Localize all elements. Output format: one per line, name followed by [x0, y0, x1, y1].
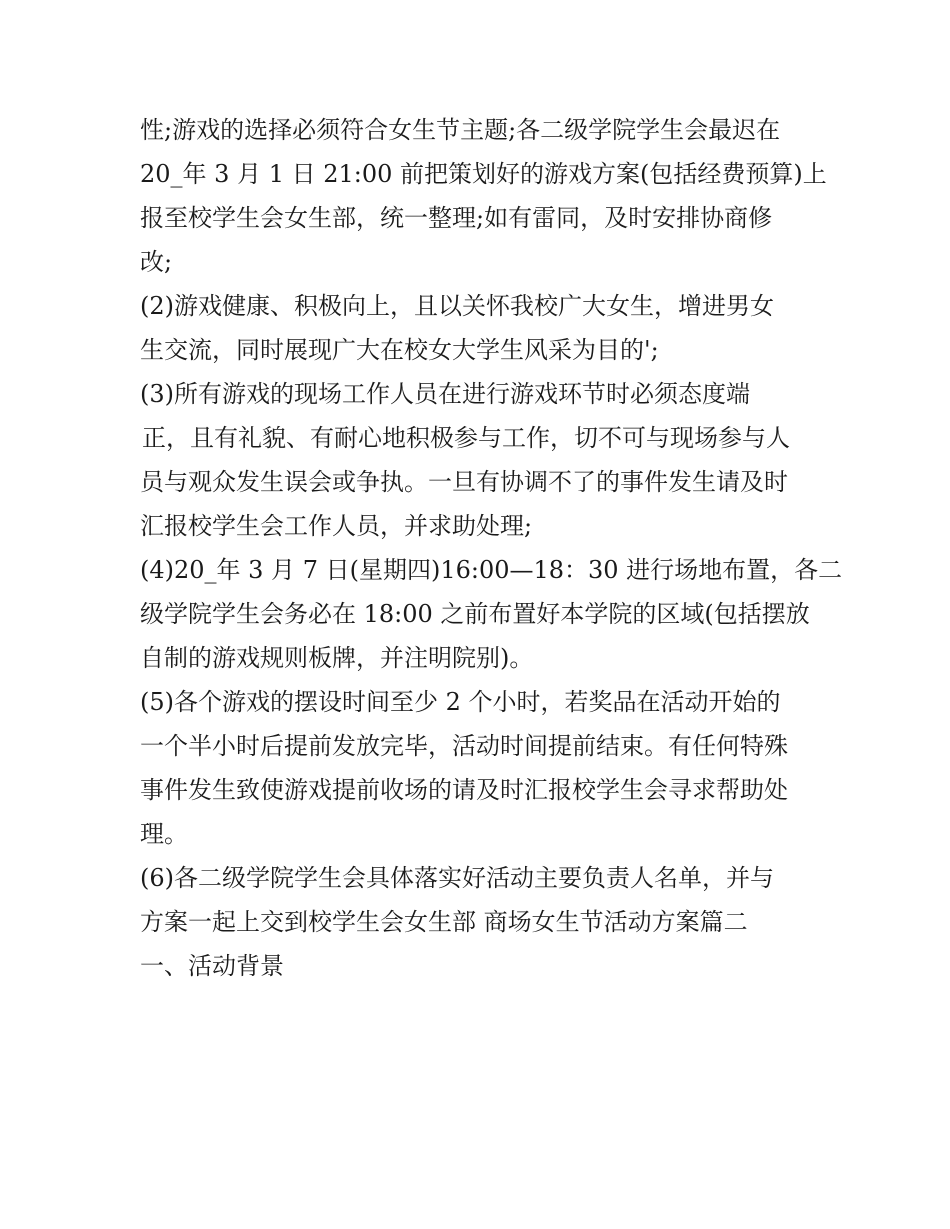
text-line: 改;	[140, 248, 173, 276]
text-line: 生交流，同时展现广大在校女大学生风采为目的';	[140, 336, 659, 364]
text-line: 理。	[140, 820, 188, 848]
section-heading: 一、活动背景	[140, 952, 284, 980]
text-line: 一个半小时后提前发放完毕，活动时间提前结束。有任何特殊	[140, 732, 788, 760]
text-line: 报至校学生会女生部，统一整理;如有雷同，及时安排协商修	[140, 204, 773, 232]
text-line: 员与观众发生误会或争执。一旦有协调不了的事件发生请及时	[140, 468, 788, 496]
text-line: 正，且有礼貌、有耐心地积极参与工作，切不可与现场参与人	[142, 424, 790, 452]
text-line: 汇报校学生会工作人员，并求助处理;	[140, 512, 533, 540]
text-line: 级学院学生会务必在 18:00 之前布置好本学院的区域(包括摆放	[140, 600, 810, 628]
text-line: 方案一起上交到校学生会女生部 商场女生节活动方案篇二	[140, 908, 748, 936]
text-line: 20_年 3 月 1 日 21:00 前把策划好的游戏方案(包括经费预算)上	[140, 160, 827, 188]
text-line: (2)游戏健康、积极向上，且以关怀我校广大女生，增进男女	[140, 292, 774, 320]
text-line: (4)20_年 3 月 7 日(星期四)16:00—18：30 进行场地布置，各二	[140, 556, 843, 584]
text-line: 性;游戏的选择必须符合女生节主题;各二级学院学生会最迟在	[140, 116, 781, 144]
text-line: 事件发生致使游戏提前收场的请及时汇报校学生会寻求帮助处	[140, 776, 788, 804]
text-line: (6)各二级学院学生会具体落实好活动主要负责人名单，并与	[140, 864, 774, 892]
text-line: (3)所有游戏的现场工作人员在进行游戏环节时必须态度端	[140, 380, 750, 408]
document-body	[140, 108, 843, 988]
text-line: (5)各个游戏的摆设时间至少 2 个小时，若奖品在活动开始的	[140, 688, 781, 716]
text-line: 自制的游戏规则板牌，并注明院别)。	[140, 644, 534, 672]
